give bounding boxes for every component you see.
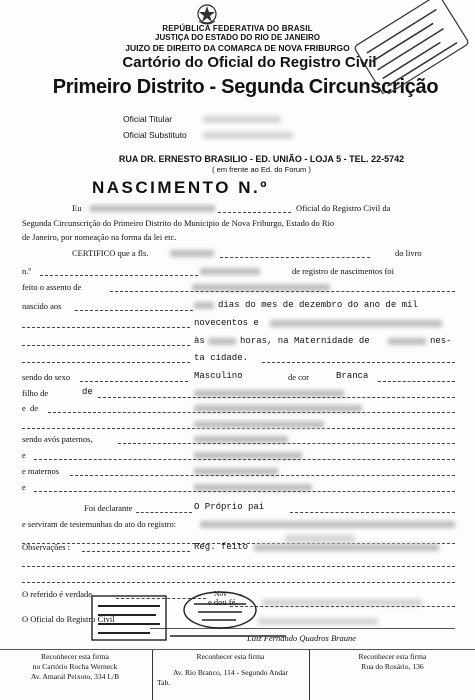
as-text: às — [194, 336, 205, 346]
de-text: de — [82, 387, 93, 397]
grandmother-maternal-redacted — [194, 484, 312, 491]
foi-declarante-label: Foi declarante — [84, 503, 133, 513]
footer-box-rio-branco — [153, 652, 308, 700]
oficial-substituto-label: Oficial Substituto — [123, 130, 187, 140]
dou-fe-text: e dou fé. — [208, 597, 238, 607]
fill-line — [80, 381, 188, 382]
certifico-label: CERTIFICO que a fls. — [72, 248, 149, 258]
grandfather-paternal-redacted — [194, 436, 288, 443]
oficial-name-redacted — [90, 205, 215, 212]
fill-line — [34, 459, 455, 460]
sexo-value: Masculino — [194, 371, 243, 381]
e-label: e — [22, 403, 26, 413]
fill-line — [82, 551, 190, 552]
fls-redacted — [170, 250, 214, 257]
fill-line — [118, 443, 455, 444]
header-office: Cartório do Oficial do Registro Civil — [122, 54, 377, 71]
filho-de-label: filho de — [22, 388, 49, 398]
horas-text: horas, na Maternidade de — [240, 336, 370, 346]
oficial-titular-redacted — [203, 116, 281, 123]
birth-day-redacted — [194, 302, 214, 309]
fill-line — [378, 381, 455, 382]
declarante-value: O Próprio pai — [194, 502, 265, 512]
grandfather-maternal-redacted — [194, 468, 278, 475]
fill-line — [22, 362, 190, 363]
fill-line — [22, 566, 455, 567]
nascido-aos-label: nascido aos — [22, 301, 62, 311]
fill-line — [40, 275, 198, 276]
e-label-3: e — [22, 482, 26, 492]
feito-assento-label: feito o assento de — [22, 282, 82, 292]
fill-line — [34, 491, 455, 492]
fill-line — [98, 397, 455, 398]
cor-value: Branca — [336, 371, 369, 381]
cidade-text: ta cidade. — [194, 353, 249, 363]
sexo-label: sendo do sexo — [22, 372, 71, 382]
header-district-court: JUIZO DE DIREITO DA COMARCA DE NOVA FRIBURGO — [125, 43, 350, 53]
oficial-final-label: O Oficial do Registro Civil — [22, 614, 115, 624]
office-address-note: ( em frente ao Ed. do Forum ) — [212, 165, 311, 174]
witnesses-redacted — [200, 521, 455, 528]
de-registro-text: de registro de nascimentos foi — [292, 266, 394, 276]
fill-line — [136, 512, 192, 513]
fill-line — [48, 412, 455, 413]
footer-box-rosario — [310, 652, 475, 700]
office-address: RUA DR. ERNESTO BRASILIO - ED. UNIÃO - LOJA 5 - TEL. 22-5742 — [118, 154, 405, 164]
fill-line — [220, 257, 370, 258]
oficial-substituto-redacted — [203, 132, 293, 139]
do-livro-label: do livro — [395, 248, 422, 258]
nes-text: nes- — [430, 336, 452, 346]
witnesses-redacted-2 — [285, 535, 355, 542]
footer-box1-line3: Av. Amaral Peixoto, 334 L/B — [30, 672, 120, 681]
eu-label: Eu — [72, 203, 82, 213]
birth-year-redacted — [270, 320, 442, 327]
footer-box3-line1: Reconhecer esta firma — [358, 652, 427, 661]
numero-redacted — [200, 268, 260, 275]
notary-stamp-icon — [352, 0, 470, 94]
footer-box1-line2: no Cartório Rocha Werneck — [32, 662, 118, 671]
header-district: Primeiro Distrito - Segunda Circunscrição — [52, 76, 439, 98]
testemunhas-label: e serviram de testemunhas do ato do registro: — [22, 519, 177, 529]
fill-line — [75, 310, 193, 311]
paragraph-line-2: de Janeiro, por nomeação na forma da lei etc. — [22, 232, 177, 242]
numero-label: n.º — [22, 266, 32, 276]
maternos-label: e maternos — [22, 466, 60, 476]
footer-box2-line2: Av. Rio Branco, 114 - Segundo Andar — [172, 668, 289, 677]
footer-box2-line1: Reconhecer esta firma — [196, 652, 265, 661]
cartorio-seal-icon — [90, 588, 290, 642]
e-label-2: e — [22, 450, 26, 460]
footer-box-rocha-werneck — [0, 652, 150, 700]
nov-text: Nov — [214, 589, 227, 598]
parents-origin-redacted — [194, 421, 324, 428]
header-state-court: JUSTIÇA DO ESTADO DO RIO DE JANEIRO — [155, 33, 320, 42]
paragraph-line-1: Segunda Circunscrição do Primeiro Distrito do Municipio de Nova Friburgo, Estado do Rio — [22, 218, 335, 228]
novecentos-text: novecentos e — [194, 318, 259, 328]
fill-line — [22, 345, 190, 346]
fill-line — [70, 475, 455, 476]
fill-line — [290, 512, 455, 513]
oficial-rc-text: Oficial do Registro Civil da — [296, 203, 391, 213]
oficial-titular-label: Oficial Titular — [123, 114, 173, 124]
referido-label: O referido é verdade — [22, 589, 93, 599]
birth-month-text: dias do mes de dezembro do ano de mil — [218, 300, 418, 310]
footer-divider — [0, 649, 475, 650]
footer-box1-line1: Reconhecer esta firma — [41, 652, 109, 661]
fill-line — [22, 582, 455, 583]
fill-line — [262, 362, 455, 363]
observacoes-label: Observações : — [22, 542, 70, 552]
child-name-redacted — [192, 284, 330, 291]
observacoes-redacted — [254, 544, 439, 551]
maternity-redacted — [388, 338, 426, 345]
fill-line — [22, 327, 190, 328]
observacoes-value: Reg. feito — [194, 542, 249, 552]
de-label: de — [30, 403, 39, 413]
header-republic: REPÚBLICA FEDERATIVA DO BRASIL — [162, 24, 313, 33]
fill-line — [22, 428, 455, 429]
signature-name: Luiz Fernando Quadros Braune — [247, 633, 357, 643]
avos-paternos-label: sendo avós paternos, — [22, 434, 93, 444]
footer-box3-line2: Rua do Rosário, 136 — [361, 662, 424, 671]
birth-hour-redacted — [208, 338, 236, 345]
footer-box2-line3: Tab. — [157, 678, 171, 687]
document-title: NASCIMENTO N.º — [92, 178, 269, 197]
fill-line — [218, 212, 291, 213]
father-name-redacted — [194, 390, 344, 397]
mother-name-redacted — [194, 405, 362, 412]
fill-line — [110, 291, 455, 292]
cor-label: de cor — [288, 372, 310, 382]
grandmother-paternal-redacted — [194, 452, 302, 459]
